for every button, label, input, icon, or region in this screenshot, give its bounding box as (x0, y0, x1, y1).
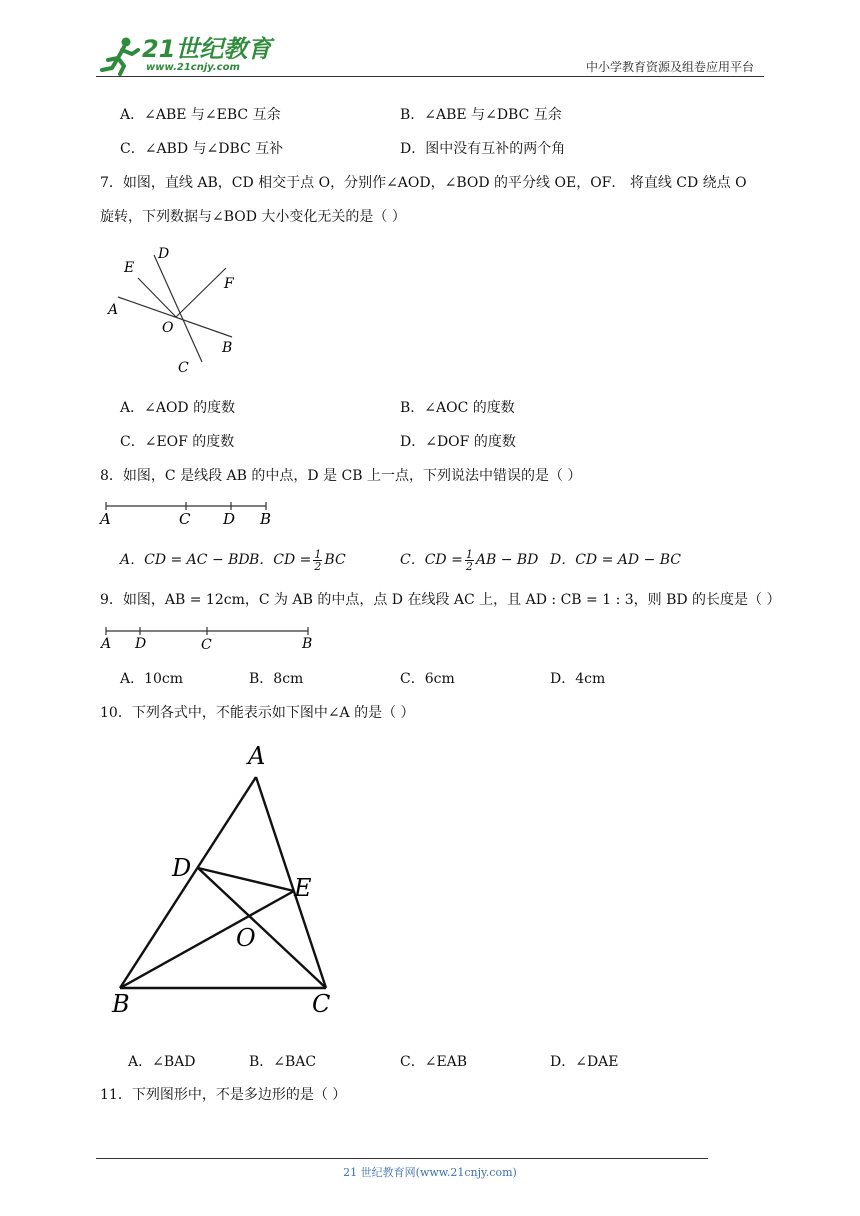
label-d: D (158, 246, 170, 262)
side-ab (120, 777, 256, 988)
label-b: B (302, 636, 313, 652)
q9-option-b: B．8cm (249, 671, 304, 687)
q7-stem-line2: 旋转，下列数据与∠BOD 大小变化无关的是（ ） (100, 209, 406, 225)
q7-stem-line1: 7．如图，直线 AB，CD 相交于点 O，分别作∠AOD，∠BOD 的平分线 OE，OF． 将直线 CD 绕点 O (100, 175, 747, 191)
q7-option-b: B．∠AOC 的度数 (400, 400, 515, 416)
header (96, 36, 764, 76)
footer-rule (96, 1158, 708, 1159)
label-c: C (312, 990, 331, 1018)
label-b: B (260, 510, 272, 528)
q9-option-d: D．4cm (550, 671, 606, 687)
label-e: E (124, 260, 135, 276)
q6-option-d: D．图中没有互补的两个角 (400, 141, 566, 157)
q6-option-b: B．∠ABE 与∠DBC 互余 (400, 107, 562, 123)
q10-triangle-figure (100, 740, 350, 1020)
label-c: C (178, 360, 189, 376)
fraction-one-half: $\frac{1}{2}$ (314, 547, 322, 573)
label-o: O (236, 924, 256, 952)
header-rule (96, 76, 764, 77)
label-d: D (172, 854, 192, 882)
q6-option-c: C．∠ABD 与∠DBC 互补 (120, 141, 284, 157)
label-a: A (108, 302, 119, 318)
label-d: D (135, 636, 147, 652)
label-o: O (162, 320, 174, 336)
label-c: C (179, 510, 191, 528)
segment-de (198, 868, 294, 891)
q10-stem: 10．下列各式中，不能表示如下图中∠A 的是（ ） (100, 705, 415, 721)
q8-option-b (249, 543, 346, 577)
q7-option-d: D．∠DOF 的度数 (400, 434, 516, 450)
logo-text: 21世纪教育 (142, 35, 272, 63)
q10-option-c: C．∠EAB (400, 1054, 468, 1070)
ray-of (176, 268, 226, 317)
logo-url: www.21cnjy.com (146, 62, 240, 73)
q6-option-a: A．∠ABE 与∠EBC 互余 (120, 107, 281, 123)
q9-option-a: A．10cm (120, 671, 184, 687)
q8-option-c-suffix: AB − BD (475, 552, 539, 568)
footer-text: 21 世纪教育网(www.21cnjy.com) (343, 1166, 517, 1179)
q8-option-b-prefix: B．CD = (249, 552, 312, 568)
q8-option-c (400, 543, 538, 577)
q9-stem: 9．如图，AB = 12cm，C 为 AB 的中点，点 D 在线段 AC 上，且 AD : CB = 1 : 3，则 BD 的长度是（ ） (100, 592, 781, 608)
platform-title: 中小学教育资源及组卷应用平台 (585, 60, 754, 74)
line-cd (154, 255, 202, 362)
q11-stem: 11．下列图形中，不是多边形的是（ ） (100, 1087, 347, 1103)
label-f: F (224, 276, 234, 292)
q10-option-b: B．∠BAC (249, 1054, 317, 1070)
segment-be (120, 891, 294, 988)
q8-option-b-suffix: BC (324, 552, 346, 568)
logo-runner-icon (98, 36, 142, 76)
label-a: A (100, 510, 111, 528)
label-e: E (294, 874, 312, 902)
q9-figure (98, 622, 320, 654)
q10-option-a: A．∠BAD (128, 1054, 196, 1070)
q8-option-c-prefix: C．CD = (400, 552, 463, 568)
label-d: D (223, 510, 236, 528)
label-a: A (248, 742, 266, 770)
label-b: B (222, 340, 233, 356)
q8-option-a: A．CD = AC − BD (120, 552, 250, 568)
label-c: C (201, 637, 212, 653)
q7-option-a: A．∠AOD 的度数 (120, 400, 236, 416)
q7-option-c: C．∠EOF 的度数 (120, 434, 235, 450)
q9-option-c: C．6cm (400, 671, 455, 687)
q8-figure (98, 498, 278, 528)
q7-figure (100, 240, 260, 380)
fraction-one-half: $\frac{1}{2}$ (465, 547, 473, 573)
q10-option-d: D．∠DAE (550, 1054, 619, 1070)
label-a: A (101, 636, 112, 652)
label-b: B (112, 990, 130, 1018)
q8-option-d: D．CD = AD − BC (550, 552, 682, 568)
q8-stem: 8．如图，C 是线段 AB 的中点，D 是 CB 上一点，下列说法中错误的是（ ） (100, 468, 582, 484)
